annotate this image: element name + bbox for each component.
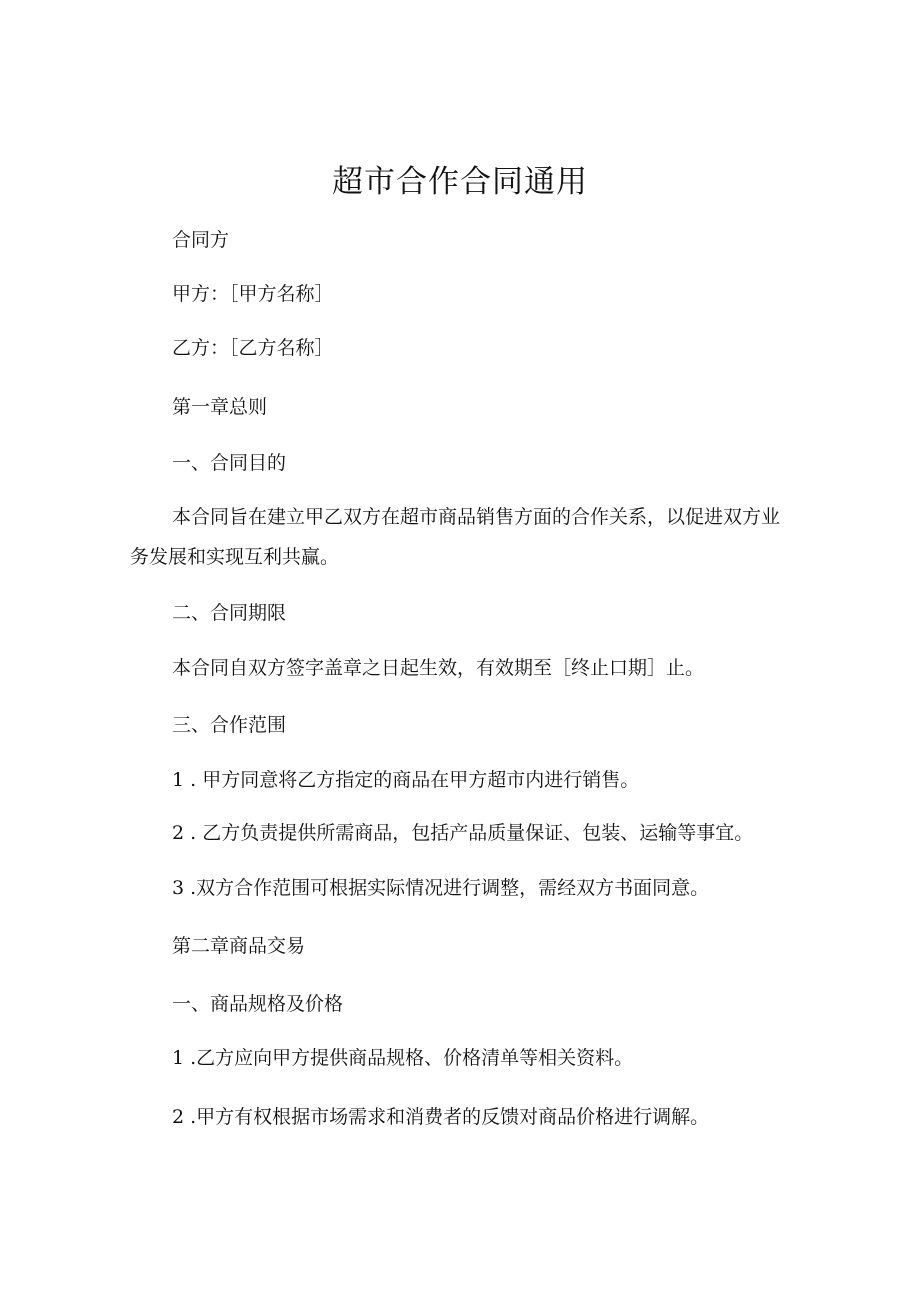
chapter1-section2-heading: 二、合同期限	[172, 602, 287, 624]
party-a-line: 甲方：［甲方名称］	[172, 283, 334, 305]
list-item: 1 .乙方应向甲方提供商品规格、价格清单等相关资料。	[172, 1047, 634, 1069]
chapter1-section3-heading: 三、合作范围	[172, 714, 287, 736]
chapter1-section2-paragraph: 本合同自双方签字盖章之日起生效，有效期至［终止口期］止。	[172, 657, 705, 679]
chapter2-section1-heading: 一、商品规格及价格	[172, 993, 344, 1015]
party-b-line: 乙方：［乙方名称］	[172, 337, 334, 359]
list-item: 2 .甲方有权根据市场需求和消费者的反馈对商品价格进行调解。	[172, 1106, 710, 1128]
chapter1-section1-paragraph: 本合同旨在建立甲乙双方在超市商品销售方面的合作关系，以促进双方业务发展和实现互利共赢。	[130, 506, 781, 568]
chapter1-section1-heading: 一、合同目的	[172, 452, 287, 474]
chapter1-heading: 第一章总则	[172, 396, 268, 418]
list-item: 2 . 乙方负责提供所需商品，包括产品质量保证、包装、运输等事宜。	[172, 822, 754, 844]
chapter2-heading: 第二章商品交易	[172, 935, 306, 957]
list-item: 1 . 甲方同意将乙方指定的商品在甲方超市内进行销售。	[172, 769, 640, 791]
parties-label: 合同方	[172, 229, 230, 251]
list-item: 3 .双方合作范围可根据实际情况进行调整，需经双方书面同意。	[172, 877, 710, 899]
document-title: 超市合作合同通用	[332, 164, 588, 200]
